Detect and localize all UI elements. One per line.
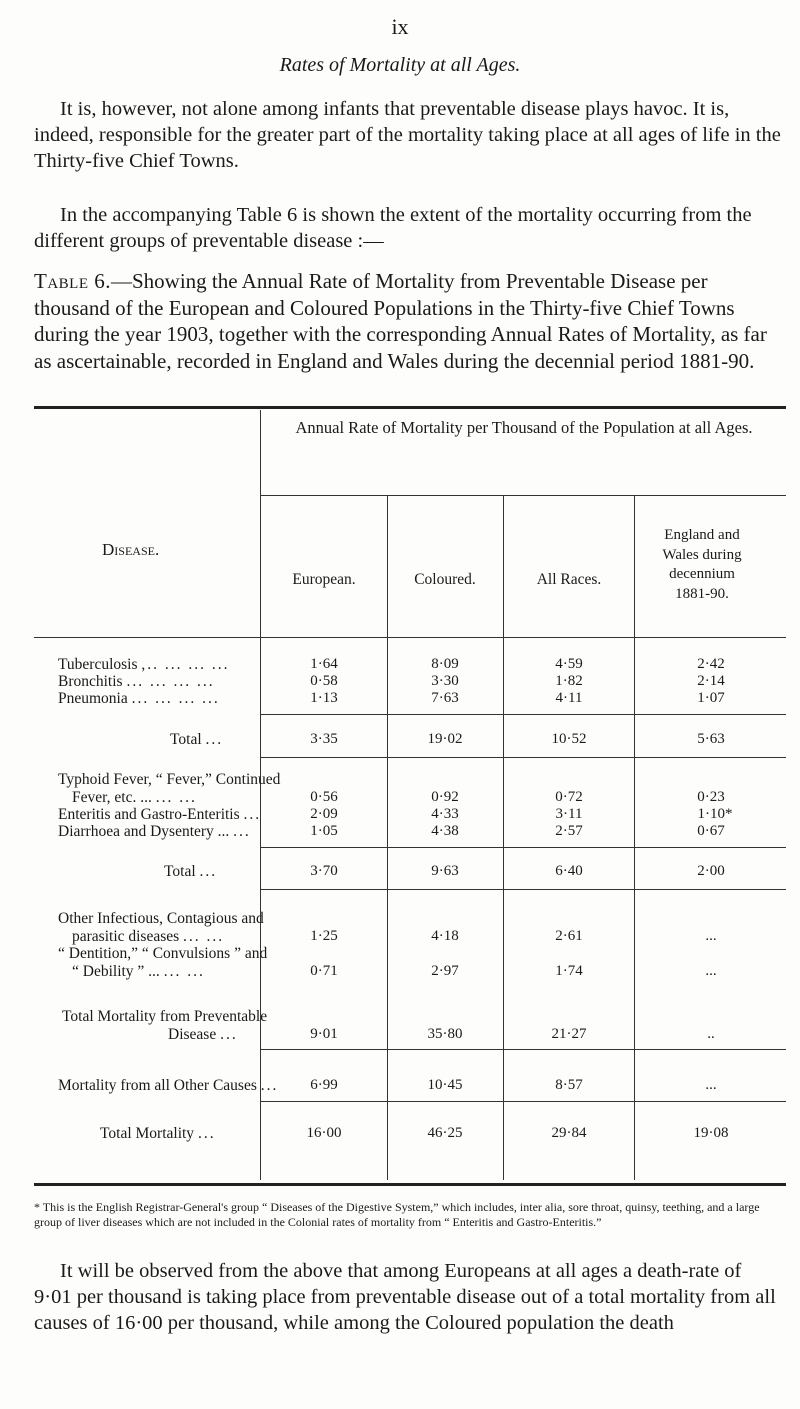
cell-coloured: 8·09 bbox=[431, 656, 459, 672]
row-label: Enteritis and Gastro-Enteritis ... bbox=[58, 806, 262, 823]
cell-england: 1·07 bbox=[697, 690, 725, 706]
cell-european: 6·99 bbox=[310, 1077, 338, 1093]
cell-england: ... bbox=[705, 963, 717, 979]
cell-all-races: 6·40 bbox=[555, 863, 583, 879]
cell-all-races: 21·27 bbox=[551, 1026, 587, 1042]
table-bottom-rule bbox=[34, 1183, 786, 1186]
total-rule bbox=[261, 714, 786, 715]
cell-all-races: 8·57 bbox=[555, 1077, 583, 1093]
cell-all-races: 2·61 bbox=[555, 928, 583, 944]
page-number: ix bbox=[391, 14, 409, 39]
cell-european: 1·64 bbox=[310, 656, 338, 672]
row-label: Pneumonia ... ... ... ... bbox=[58, 690, 220, 707]
cell-european: 9·01 bbox=[310, 1026, 338, 1042]
total-rule bbox=[261, 1101, 786, 1102]
cell-european: 2·09 bbox=[310, 806, 338, 822]
row-label: Diarrhoea and Dysentery ... ... bbox=[58, 823, 251, 840]
cell-european: 1·25 bbox=[310, 928, 338, 944]
header-group-rule bbox=[261, 495, 786, 496]
total-rule bbox=[261, 1049, 786, 1050]
cell-england: 19·08 bbox=[693, 1125, 729, 1141]
row-label: Mortality from all Other Causes ... bbox=[58, 1077, 279, 1094]
column-rule bbox=[260, 410, 261, 1180]
cell-all-races: 4·11 bbox=[555, 690, 583, 706]
row-label: parasitic diseases ... ... bbox=[72, 928, 225, 945]
cell-european: 1·05 bbox=[310, 823, 338, 839]
cell-all-races: 2·57 bbox=[555, 823, 583, 839]
cell-coloured: 2·97 bbox=[431, 963, 459, 979]
cell-coloured: 4·18 bbox=[431, 928, 459, 944]
cell-coloured: 10·45 bbox=[427, 1077, 463, 1093]
paragraph-observation: It will be observed from the above that among Europeans at all ages a death-rate of 9·01 per thousand is taking place from preventable disease out of a total mortality from all causes of 16·00 per thousand, while among the Coloured population the death bbox=[34, 1260, 776, 1334]
total-rule bbox=[261, 757, 786, 758]
cell-coloured: 4·33 bbox=[431, 806, 459, 822]
cell-england: 2·42 bbox=[697, 656, 725, 672]
cell-england: .. bbox=[707, 1026, 715, 1042]
cell-european: 1·13 bbox=[310, 690, 338, 706]
cell-england: 5·63 bbox=[697, 731, 725, 747]
cell-all-races: 4·59 bbox=[555, 656, 583, 672]
header-bottom-rule bbox=[34, 637, 786, 638]
row-label-total: Total ... bbox=[164, 863, 218, 880]
cell-all-races: 3·11 bbox=[555, 806, 583, 822]
row-label: Disease ... bbox=[168, 1026, 238, 1043]
cell-england: 2·00 bbox=[697, 863, 725, 879]
header-coloured: Coloured. bbox=[414, 571, 476, 588]
cell-coloured: 7·63 bbox=[431, 690, 459, 706]
row-label-total: Total ... bbox=[170, 731, 224, 748]
cell-england: 2·14 bbox=[697, 673, 725, 689]
row-label-total: Total Mortality ... bbox=[100, 1125, 216, 1142]
row-label-line: Other Infectious, Contagious and bbox=[58, 910, 264, 927]
header-european: European. bbox=[292, 571, 356, 588]
header-england: England and Wales during decennium 1881-90. bbox=[662, 527, 742, 602]
cell-all-races: 29·84 bbox=[551, 1125, 587, 1141]
cell-all-races: 1·82 bbox=[555, 673, 583, 689]
table-footnote: * This is the English Registrar-General's group “ Diseases of the Digestive System,” which includes, inter alia, sore throat, quinsy, teething, and a large group of liver diseases which are not included in the Colonial rates of mortality from “ Enteritis and Gastro-Enteritis.” bbox=[34, 1200, 760, 1229]
table-caption-label: Table 6. bbox=[34, 269, 111, 293]
cell-coloured: 9·63 bbox=[431, 863, 459, 879]
cell-england: 1·10* bbox=[697, 806, 733, 822]
section-title: Rates of Mortality at all Ages. bbox=[279, 54, 521, 76]
cell-european: 3·35 bbox=[310, 731, 338, 747]
table-top-rule bbox=[34, 406, 786, 409]
row-label: Bronchitis ... ... ... ... bbox=[58, 673, 215, 690]
total-rule bbox=[261, 889, 786, 890]
cell-coloured: 0·92 bbox=[431, 789, 459, 805]
cell-all-races: 10·52 bbox=[551, 731, 587, 747]
cell-england: ... bbox=[705, 1077, 717, 1093]
row-label: Fever, etc. ... ... ... bbox=[72, 789, 197, 806]
cell-all-races: 1·74 bbox=[555, 963, 583, 979]
cell-european: 3·70 bbox=[310, 863, 338, 879]
table-caption bbox=[34, 268, 786, 374]
row-label-line: Typhoid Fever, “ Fever,” Continued bbox=[58, 771, 281, 788]
cell-england: ... bbox=[705, 928, 717, 944]
paragraph-intro: It is, however, not alone among infants that preventable disease plays havoc. It is, indeed, responsible for the greater part of the mortality taking place at all ages of life in the Thirty-five Chief Towns. bbox=[34, 98, 781, 172]
cell-england: 0·67 bbox=[697, 823, 725, 839]
cell-european: 0·71 bbox=[310, 963, 338, 979]
cell-coloured: 4·38 bbox=[431, 823, 459, 839]
cell-european: 0·58 bbox=[310, 673, 338, 689]
row-label: Tuberculosis ,.. ... ... ... bbox=[58, 656, 230, 673]
cell-england: 0·23 bbox=[697, 789, 725, 805]
cell-european: 16·00 bbox=[306, 1125, 342, 1141]
total-rule bbox=[261, 847, 786, 848]
table-caption-text: —Showing the Annual Rate of Mortality from Preventable Disease per thousand of the European and Coloured Populations in the Thirty-five Chief Towns during the year 1903, together with the corresponding Annual Rates of Mortality, as far as ascertainable, recorded in England and Wales during the decennial period 1881-90. bbox=[34, 269, 767, 373]
column-rule bbox=[634, 496, 635, 1180]
cell-coloured: 19·02 bbox=[427, 731, 463, 747]
row-label-line: Total Mortality from Preventable bbox=[62, 1008, 268, 1025]
cell-all-races: 0·72 bbox=[555, 789, 583, 805]
header-group-label: Annual Rate of Mortality per Thousand of the Population at all Ages. bbox=[295, 418, 753, 437]
paragraph-table-intro: In the accompanying Table 6 is shown the extent of the mortality occurring from the different groups of preventable disease :— bbox=[34, 204, 752, 252]
cell-coloured: 3·30 bbox=[431, 673, 459, 689]
row-label-line: “ Dentition,” “ Convulsions ” and bbox=[58, 945, 268, 962]
cell-coloured: 46·25 bbox=[427, 1125, 463, 1141]
row-label: “ Debility ” ... ... ... bbox=[72, 963, 205, 980]
cell-coloured: 35·80 bbox=[427, 1026, 463, 1042]
header-disease: Disease. bbox=[102, 540, 160, 559]
cell-european: 0·56 bbox=[310, 789, 338, 805]
header-all-races: All Races. bbox=[536, 571, 602, 588]
